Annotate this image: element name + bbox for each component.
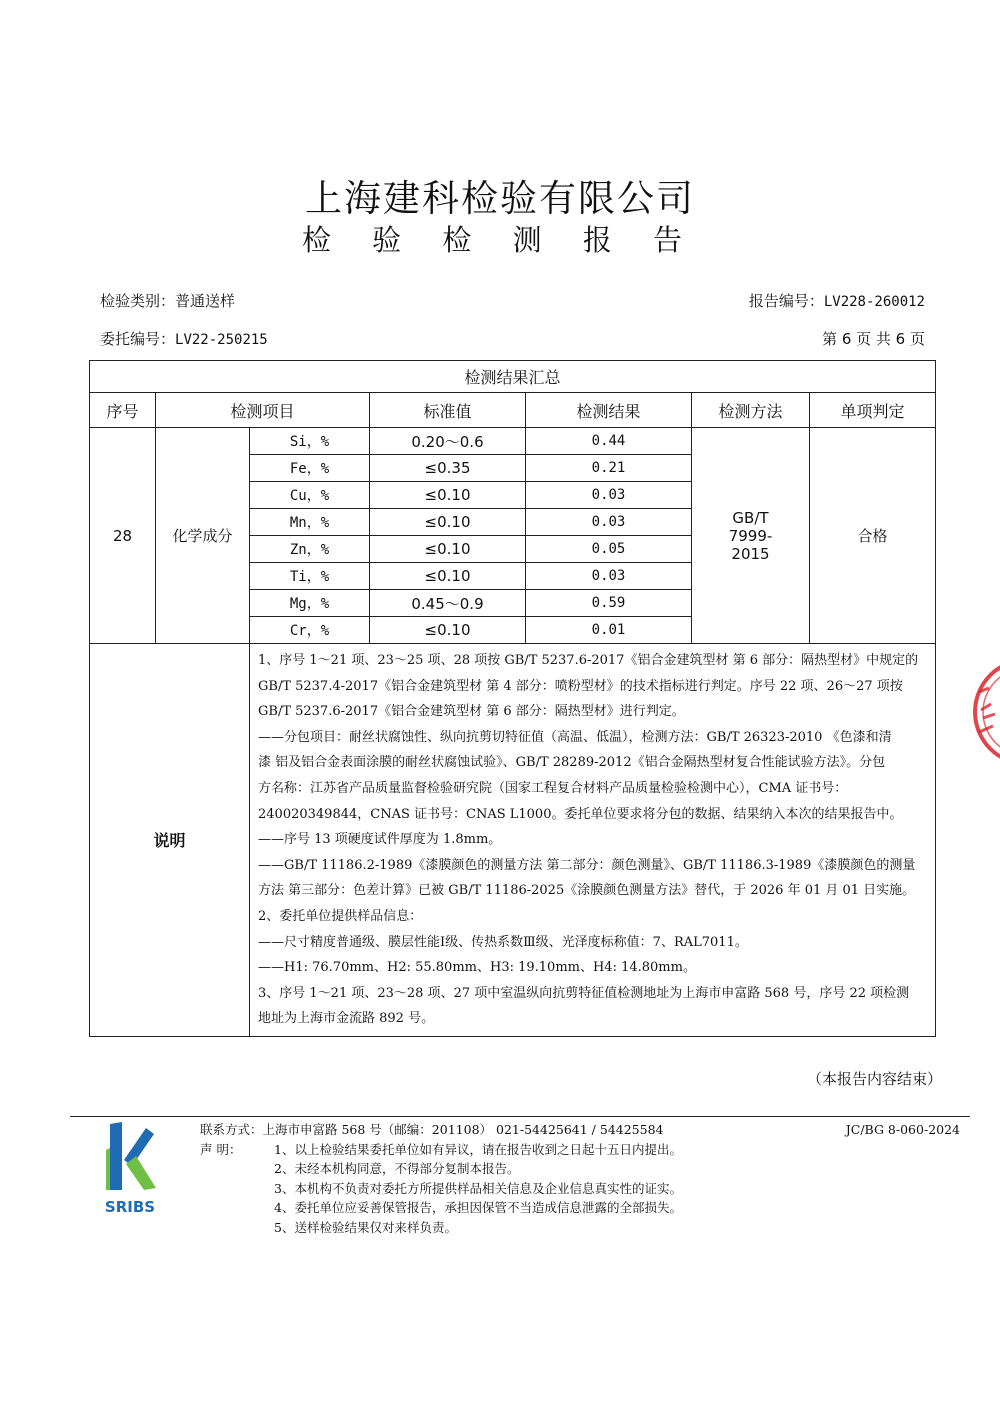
red-seal-stamp xyxy=(965,652,1000,772)
result-cell: 0.59 xyxy=(526,590,692,617)
report-number xyxy=(749,290,925,311)
notes-line: 240020349844，CNAS 证书号：CNAS L1000。委托单位要求将分包的数据、结果纳入本次的结果报告中。 xyxy=(258,806,903,822)
notes-cell xyxy=(250,644,936,1037)
result-cell: 0.05 xyxy=(526,536,692,563)
result-cell: 0.03 xyxy=(526,509,692,536)
result-cell: 0.21 xyxy=(526,455,692,482)
element-cell: Si，% xyxy=(250,428,370,455)
declaration-label: 声 明： xyxy=(200,1141,242,1157)
declaration-item: 2、未经本机构同意，不得部分复制本报告。 xyxy=(274,1161,520,1177)
notes-line: ——序号 13 项硬度试件厚度为 1.8mm。 xyxy=(258,832,502,848)
element-cell: Cr，% xyxy=(250,617,370,644)
notes-line: 1、序号 1～21 项、23～25 项、28 项按 GB/T 5237.6-2017《铝合金建筑型材 第 6 部分：隔热型材》中规定的 xyxy=(258,653,919,668)
notes-line: GB/T 5237.6-2017《铝合金建筑型材 第 6 部分：隔热型材》进行判定。 xyxy=(258,704,685,720)
footer-divider xyxy=(70,1116,970,1117)
notes-line: ——H1: 76.70mm、H2: 55.80mm、H3: 19.10mm、H4: 14.80mm。 xyxy=(258,960,696,976)
doc-code: JC/BG 8-060-2024 xyxy=(845,1122,960,1137)
element-cell: Mn，% xyxy=(250,509,370,536)
result-cell: 0.03 xyxy=(526,482,692,509)
report-title: 检 验 检 测 报 告 xyxy=(301,223,699,257)
notes-line: GB/T 5237.4-2017《铝合金建筑型材 第 4 部分：喷粉型材》的技术指标进行判定。序号 22 项、26～27 项按 xyxy=(258,678,903,694)
notes-line: ——GB/T 11186.2-1989《漆膜颜色的测量方法 第二部分：颜色测量》、GB/T 11186.3-1989《漆膜颜色的测量 xyxy=(258,857,916,873)
notes-line: ——分包项目：耐丝状腐蚀性、纵向抗剪切特征值（高温、低温），检测方法：GB/T 26323-2010 《色漆和清 xyxy=(258,729,892,745)
element-cell: Cu，% xyxy=(250,482,370,509)
notes-line: ——尺寸精度普通级、膜层性能Ⅰ级、传热系数Ⅲ级、光泽度标称值：7、RAL7011。 xyxy=(258,934,748,950)
report-no-label: 报告编号： xyxy=(748,292,824,310)
category-value: 普通送样 xyxy=(175,292,236,310)
page-info: 第 6 页 共 6 页 xyxy=(822,330,925,348)
item-cell: 化学成分 xyxy=(156,428,250,644)
entrust-label: 委托编号： xyxy=(100,330,176,348)
notes-row xyxy=(90,644,936,1037)
notes-line: 地址为上海市金流路 892 号。 xyxy=(258,1011,435,1027)
table-title: 检测结果汇总 xyxy=(90,361,936,393)
notes-line: 方法 第三部分：色差计算》已被 GB/T 11186-2025《涂膜颜色测量方法》替代，于 2026 年 01 月 01 日实施。 xyxy=(258,883,916,899)
header-standard: 标准值 xyxy=(370,393,526,428)
seq-cell: 28 xyxy=(90,428,156,644)
declaration-item: 4、委托单位应妥善保管报告，承担因保管不当造成信息泄露的全部损失。 xyxy=(274,1200,682,1216)
standard-cell: ≤0.10 xyxy=(370,482,526,509)
entrust-value: LV22-250215 xyxy=(175,332,268,348)
element-cell: Ti，% xyxy=(250,563,370,590)
standard-cell: ≤0.35 xyxy=(370,455,526,482)
standard-cell: 0.20～0.6 xyxy=(370,428,526,455)
header-method: 检测方法 xyxy=(692,393,810,428)
notes-line: 方名称：江苏省产品质量监督检验研究院（国家工程复合材料产品质量检验检测中心），CMA 证书号： xyxy=(258,780,848,796)
notes-label: 说明 xyxy=(90,644,250,1037)
notes-line: 漆 铝及铝合金表面涂膜的耐丝状腐蚀试验》、GB/T 28289-2012《铝合金隔热型材复合性能试验方法》。分包 xyxy=(258,755,886,771)
standard-cell: ≤0.10 xyxy=(370,536,526,563)
entrust-number xyxy=(100,328,268,349)
standard-cell: 0.45～0.9 xyxy=(370,590,526,617)
header-judgement: 单项判定 xyxy=(810,393,936,428)
element-cell: Mg，% xyxy=(250,590,370,617)
notes-line: 3、序号 1～21 项、23～28 项、27 项中室温纵向抗剪特征值检测地址为上海市申富路 568 号，序号 22 项检测 xyxy=(258,985,910,1001)
method-cell: GB/T 7999-2015 xyxy=(692,428,810,644)
footer xyxy=(200,1120,960,1238)
notes-line: 2、委托单位提供样品信息： xyxy=(258,908,423,924)
result-cell: 0.01 xyxy=(526,617,692,644)
declaration-item: 5、送样检验结果仅对来样负责。 xyxy=(274,1219,457,1235)
header-result: 检测结果 xyxy=(526,393,692,428)
element-cell: Fe，% xyxy=(250,455,370,482)
results-table xyxy=(89,360,936,1037)
table-header-row xyxy=(90,393,936,428)
declaration-item: 3、本机构不负责对委托方所提供样品相关信息及企业信息真实性的证实。 xyxy=(274,1180,682,1196)
category-label: 检验类别： xyxy=(100,292,176,310)
report-no-value: LV228-260012 xyxy=(823,294,925,310)
table-row xyxy=(90,428,936,455)
company-name: 上海建科检验有限公司 xyxy=(305,177,695,220)
header-item: 检测项目 xyxy=(156,393,370,428)
result-cell: 0.44 xyxy=(526,428,692,455)
header-seq: 序号 xyxy=(90,393,156,428)
result-cell: 0.03 xyxy=(526,563,692,590)
standard-cell: ≤0.10 xyxy=(370,509,526,536)
element-cell: Zn，% xyxy=(250,536,370,563)
standard-cell: ≤0.10 xyxy=(370,617,526,644)
sribs-logo-icon xyxy=(96,1120,164,1220)
seal-stamp-icon xyxy=(965,652,1000,772)
logo-text: SRIBS xyxy=(104,1198,156,1216)
declaration-item: 1、以上检验结果委托单位如有异议，请在报告收到之日起十五日内提出。 xyxy=(274,1141,682,1157)
inspection-category xyxy=(100,290,235,311)
sribs-logo xyxy=(96,1120,164,1220)
judgement-cell: 合格 xyxy=(810,428,936,644)
standard-cell: ≤0.10 xyxy=(370,563,526,590)
end-of-report: （本报告内容结束） xyxy=(806,1070,942,1088)
contact-info: 联系方式：上海市申富路 568 号（邮编：201108） 021-54425641 / 54425584 xyxy=(200,1122,664,1137)
